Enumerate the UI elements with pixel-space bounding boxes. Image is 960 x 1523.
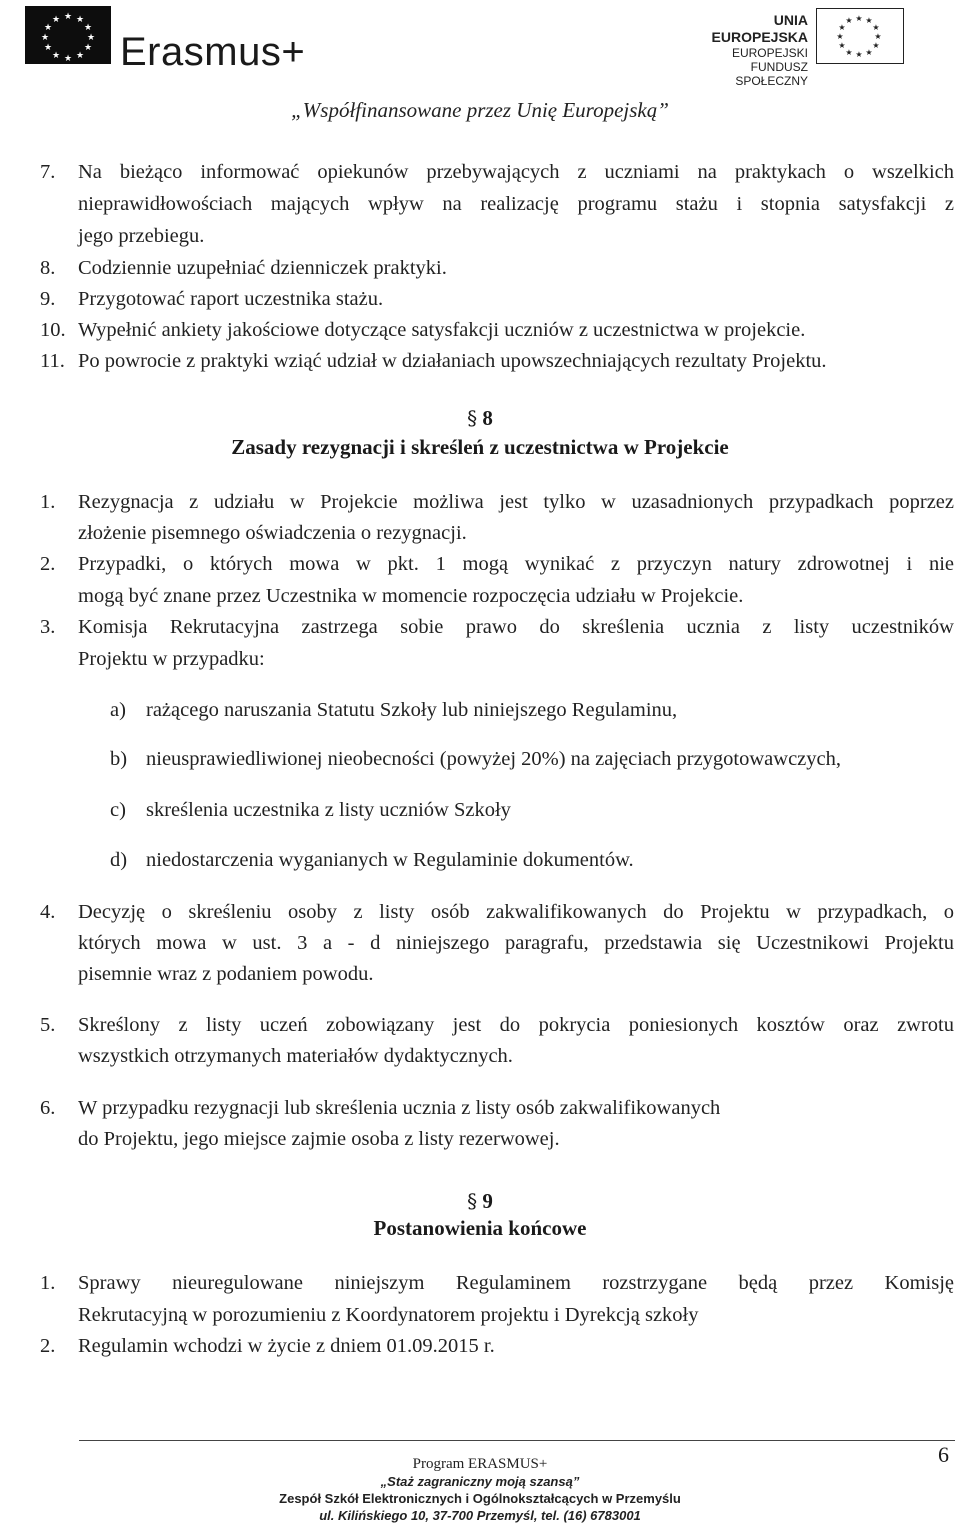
section-9-title: Postanowienia końcowe	[373, 1216, 587, 1240]
footer-address: ul. Kilińskiego 10, 37-700 Przemyśl, tel. (16) 6783001	[319, 1508, 641, 1523]
footer-program: Program ERASMUS+	[412, 1456, 548, 1472]
subitem-c-label: c)	[110, 799, 126, 821]
svg-text:★: ★	[63, 54, 73, 64]
subitem-b-label: b)	[110, 748, 128, 770]
item-9-text: Przygotować raport uczestnika stażu.	[78, 288, 384, 310]
section-9-number	[0, 1189, 960, 1214]
s8-item-4-number: 4.	[40, 901, 56, 923]
item-10-text: Wypełnić ankiety jakościowe dotyczące satysfakcji uczniów z uczestnictwa w projekcie.	[78, 319, 806, 341]
svg-text:★: ★	[75, 51, 85, 61]
subitem-c-text: skreślenia uczestnika z listy uczniów Szkoły	[146, 799, 511, 821]
s8-item-4-line2: których mowa w ust. 3 a - d niniejszego paragrafu, przedstawia się Uczestnikowi Projektu	[78, 932, 954, 954]
svg-text:★: ★	[40, 33, 50, 43]
svg-text:★: ★	[83, 43, 93, 53]
section-8-num: 8	[482, 406, 493, 430]
section-8-title: Zasady rezygnacji i skreśleń z uczestnictwa w Projekcie	[231, 435, 729, 459]
s8-item-6-line2: do Projektu, jego miejsce zajmie osoba z listy rezerwowej.	[78, 1128, 560, 1150]
svg-text:★: ★	[43, 43, 53, 53]
subitem-a-text: rażącego naruszania Statutu Szkoły lub niniejszego Regulaminu,	[146, 699, 678, 721]
svg-text:★: ★	[838, 41, 846, 50]
ue-line2: EUROPEJSKI	[731, 46, 808, 60]
svg-text:★: ★	[75, 15, 85, 25]
ue-line1: UNIA EUROPEJSKA	[711, 12, 808, 45]
svg-text:★: ★	[83, 23, 93, 33]
item-11-number: 11.	[40, 350, 65, 372]
svg-text:★: ★	[43, 23, 53, 33]
s8-item-5-number: 5.	[40, 1014, 56, 1036]
svg-text:★: ★	[855, 50, 863, 59]
svg-text:★: ★	[865, 16, 873, 25]
svg-text:★: ★	[865, 48, 873, 57]
item-10-number: 10.	[40, 319, 66, 341]
item-11-text: Po powrocie z praktyki wziąć udział w działaniach upowszechniających rezultaty Projektu.	[78, 350, 827, 372]
svg-text:★: ★	[63, 12, 73, 22]
s8-item-6-line1: W przypadku rezygnacji lub skreślenia ucznia z listy osób zakwalifikowanych	[78, 1097, 721, 1119]
item-8-text: Codziennie uzupełniać dzienniczek praktyki.	[78, 257, 447, 279]
page-number: 6	[938, 1442, 949, 1467]
s8-item-6-number: 6.	[40, 1097, 56, 1119]
footer-school-name: Zespół Szkół Elektronicznych i Ogólnokształcących w Przemyślu	[279, 1491, 681, 1506]
svg-text:★: ★	[845, 16, 853, 25]
ue-line3: FUNDUSZ SPOŁECZNY	[735, 60, 808, 88]
s8-item-4-line1: Decyzję o skreśleniu osoby z listy osób zakwalifikowanych do Projektu w przypadkach, o	[78, 901, 954, 923]
item-7-line3: jego przebiegu.	[78, 225, 205, 247]
s8-item-2-line2: mogą być znane przez Uczestnika w momencie rozpoczęcia udziału w Projekcie.	[78, 585, 744, 607]
section-8-number	[0, 406, 960, 431]
svg-text:★: ★	[872, 23, 880, 32]
svg-text:★: ★	[845, 48, 853, 57]
s8-item-2-line1: Przypadki, o których mowa w pkt. 1 mogą wynikać z przyczyn natury zdrowotnej i nie	[78, 553, 954, 575]
s8-item-1-line1: Rezygnacja z udziału w Projekcie możliwa jest tylko w uzasadnionych przypadkach poprzez	[78, 491, 954, 513]
s9-item-1-number: 1.	[40, 1272, 56, 1294]
s8-item-5-line1: Skreślony z listy uczeń zobowiązany jest do pokrycia poniesionych kosztów oraz zwrotu	[78, 1014, 954, 1036]
s9-item-2-text: Regulamin wchodzi w życie z dniem 01.09.2015 r.	[78, 1335, 495, 1357]
item-7-number: 7.	[40, 161, 56, 183]
paragraph-sign: §	[467, 1189, 478, 1213]
ue-efs-logo-text	[684, 12, 808, 88]
ue-flag-logo	[816, 8, 904, 64]
subitem-d-label: d)	[110, 849, 128, 871]
s9-item-1-line1: Sprawy nieuregulowane niniejszym Regulaminem rozstrzygane będą przez Komisję	[78, 1272, 954, 1294]
section-9-num: 9	[482, 1189, 493, 1213]
cofinanced-caption: „Współfinansowane przez Unię Europejską”	[291, 98, 669, 122]
item-7-line1: Na bieżąco informować opiekunów przebywających z uczniami na praktykach o wszelkich	[78, 161, 954, 183]
svg-text:★: ★	[51, 15, 61, 25]
svg-text:★: ★	[874, 32, 882, 41]
s8-item-4-line3: pisemnie wraz z podaniem powodu.	[78, 963, 374, 985]
s8-item-5-line2: wszystkich otrzymanych materiałów dydaktycznych.	[78, 1045, 513, 1067]
item-8-number: 8.	[40, 257, 56, 279]
svg-text:★: ★	[86, 33, 96, 43]
ue-stars-icon	[817, 9, 902, 62]
s8-item-3-line1: Komisja Rekrutacyjna zastrzega sobie prawo do skreślenia ucznia z listy uczestników	[78, 616, 954, 638]
erasmus-logo-text: Erasmus+	[120, 30, 306, 74]
s8-item-1-line2: złożenie pisemnego oświadczenia o rezygnacji.	[78, 522, 467, 544]
svg-text:★: ★	[855, 14, 863, 23]
s9-item-2-number: 2.	[40, 1335, 56, 1357]
subitem-b-text: nieusprawiedliwionej nieobecności (powyżej 20%) na zajęciach przygotowawczych,	[146, 748, 842, 770]
s8-item-1-number: 1.	[40, 491, 56, 513]
s8-item-2-number: 2.	[40, 553, 56, 575]
s8-item-3-line2: Projektu w przypadku:	[78, 648, 265, 670]
svg-text:★: ★	[872, 41, 880, 50]
svg-text:★: ★	[836, 32, 844, 41]
item-9-number: 9.	[40, 288, 56, 310]
svg-text:★: ★	[51, 51, 61, 61]
s9-item-1-line2: Rekrutacyjną w porozumieniu z Koordynatorem projektu i Dyrekcją szkoły	[78, 1304, 699, 1326]
eu-stars-icon	[25, 6, 111, 64]
footer-divider	[79, 1440, 955, 1441]
svg-text:★: ★	[838, 23, 846, 32]
footer-project-title: „Staż zagraniczny moją szansą”	[380, 1474, 580, 1489]
subitem-a-label: a)	[110, 699, 126, 721]
s8-item-3-number: 3.	[40, 616, 56, 638]
subitem-d-text: niedostarczenia wyganianych w Regulaminie dokumentów.	[146, 849, 634, 871]
paragraph-sign: §	[467, 406, 478, 430]
item-7-line2: nieprawidłowościach mających wpływ na realizację programu stażu i stopnia satysfakcji z	[78, 193, 954, 215]
eu-flag-logo	[25, 6, 111, 64]
